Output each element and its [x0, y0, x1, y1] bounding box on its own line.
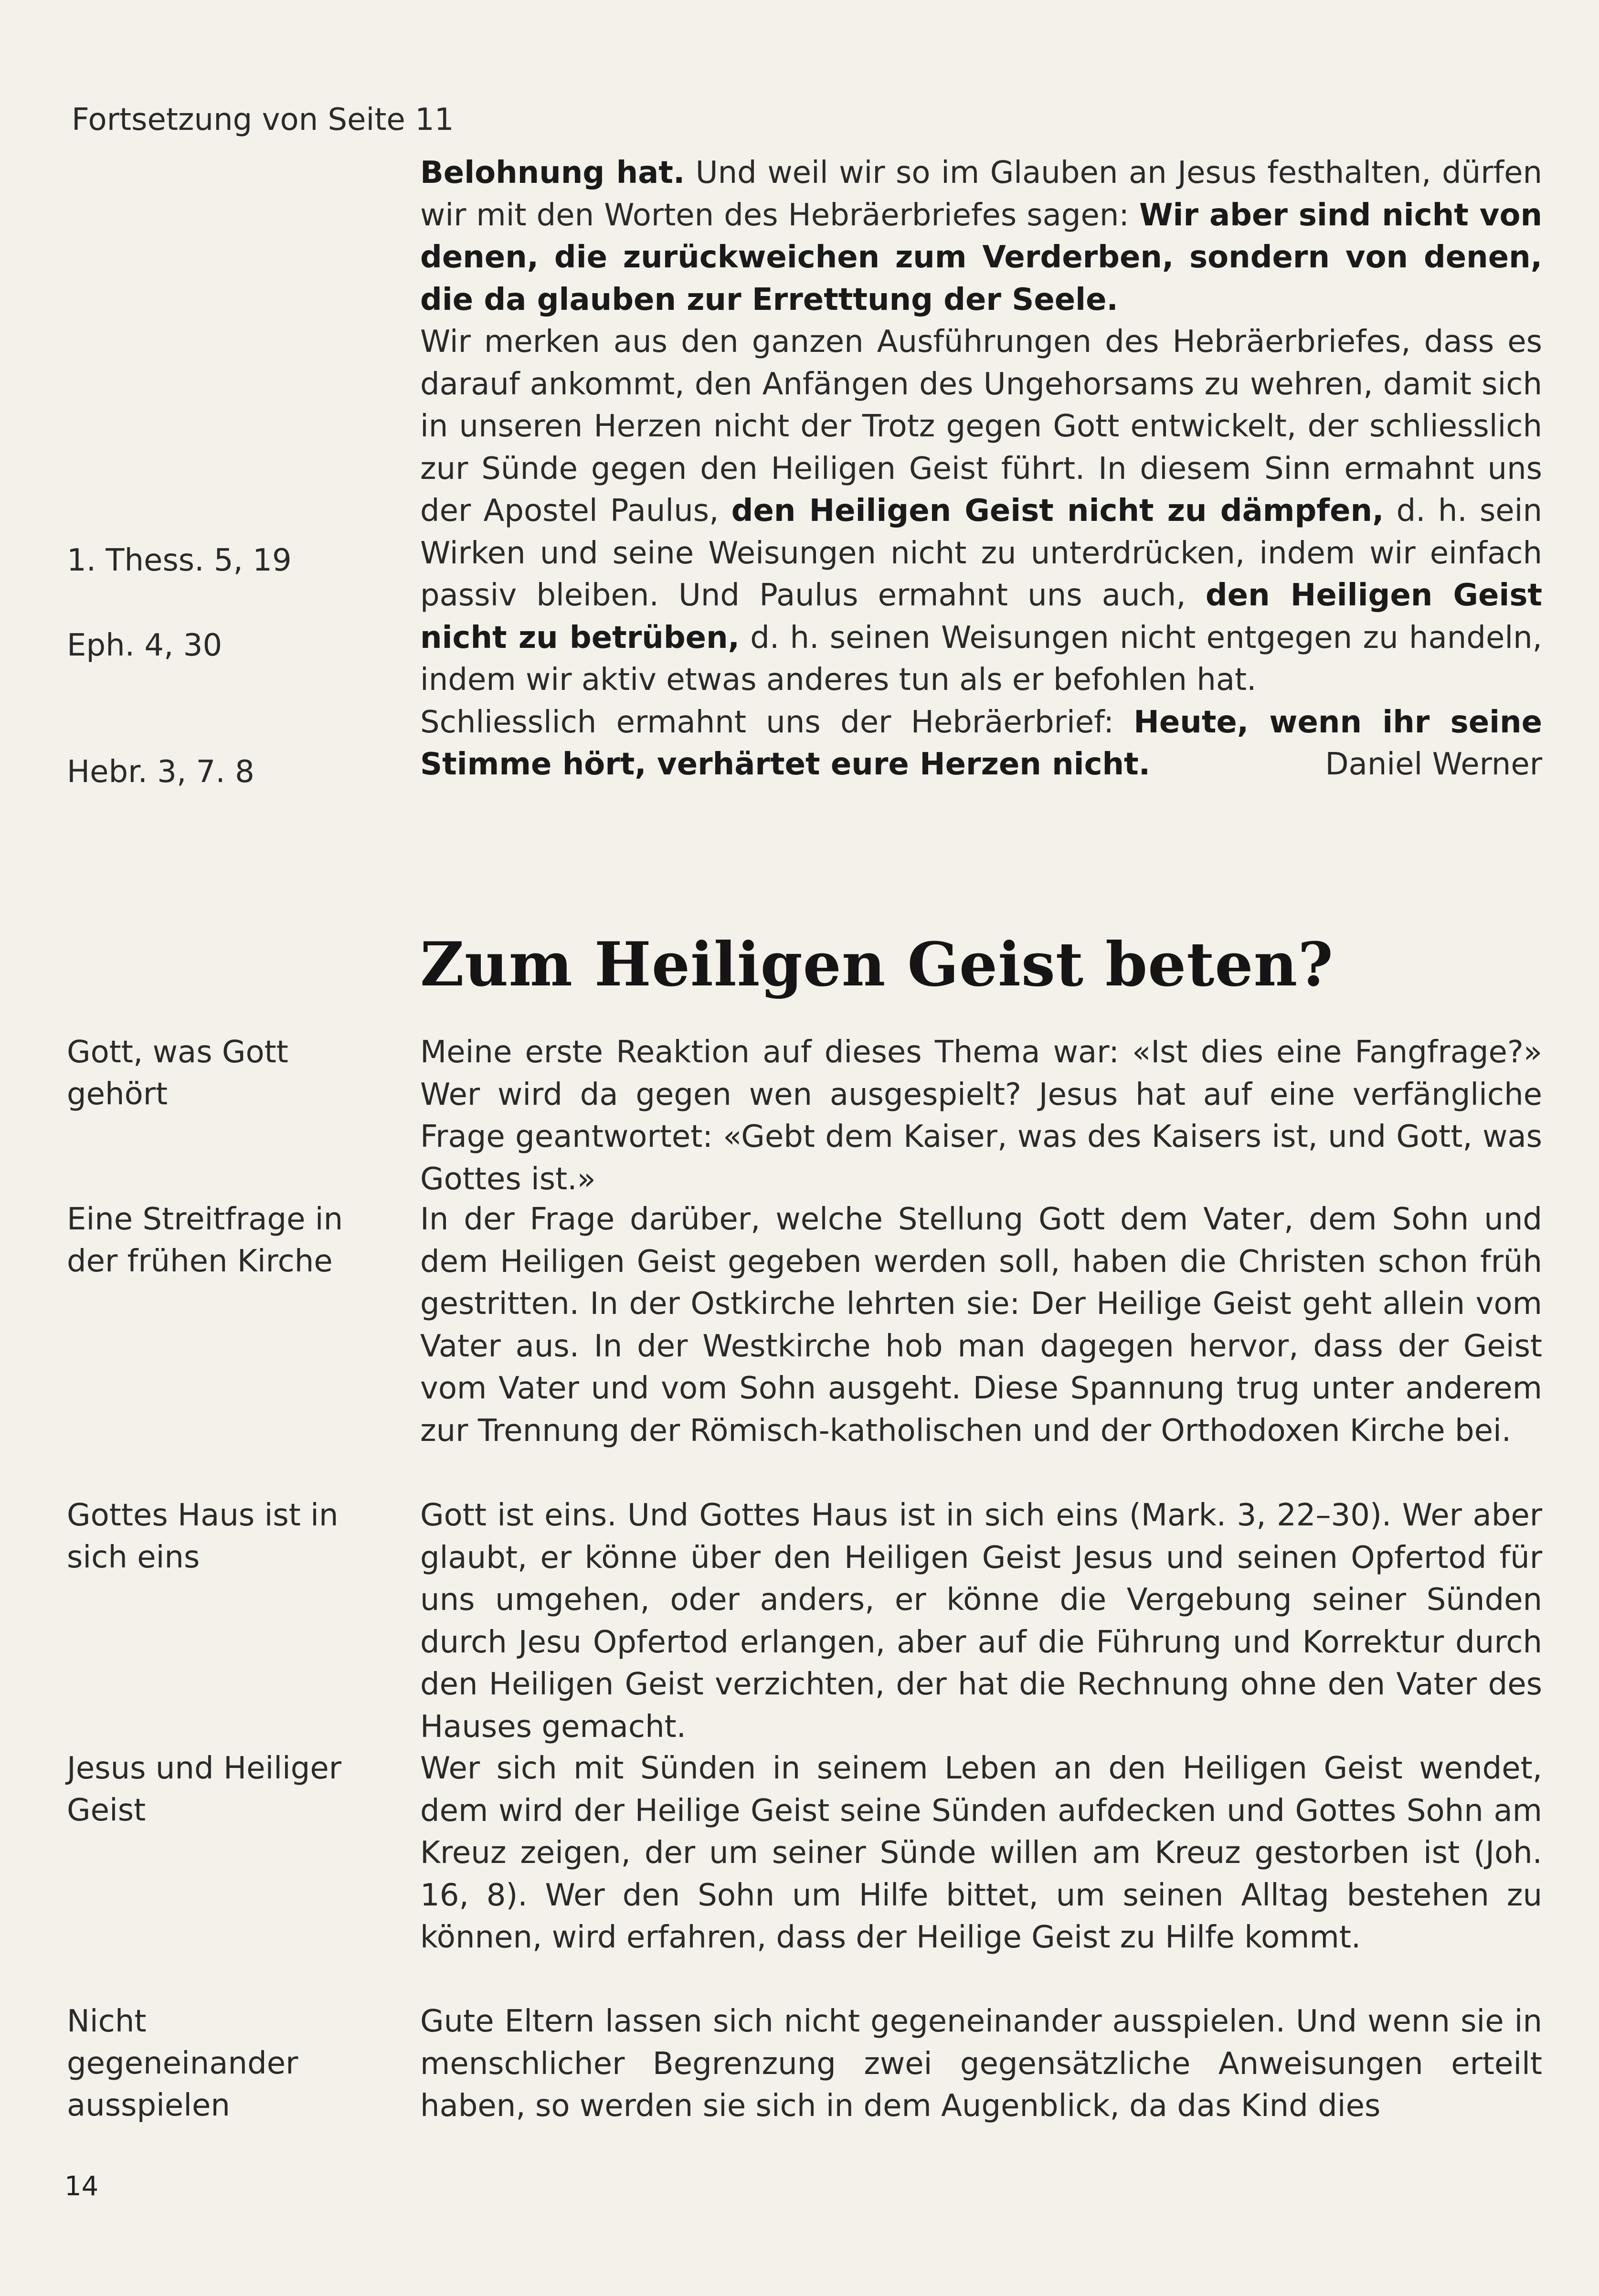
text-run: Schliesslich ermahnt uns der Hebräerbrief:: [420, 704, 1134, 740]
bold-phrase: den Heiligen Geist nicht zu dämpfen,: [731, 493, 1384, 529]
paragraph-1: [420, 152, 1542, 321]
margin-note-5: Nicht gegeneinander ausspielen: [67, 2004, 298, 2123]
margin-note-4: Jesus und Heiliger Geist: [67, 1751, 342, 1828]
article-paragraph-4: Wer sich mit Sünden in seinem Leben an den Heiligen Geist wendet, dem wird der Heilige Geist seine Sünden aufdecken und Gottes Sohn am Kreuz zeigen, der um seiner Sünde willen am Kreuz gestorben ist (Joh. 16, 8). Wer den Sohn um Hilfe bittet, um seinen Alltag bestehen zu können, wird erfahren, dass der Heilige Geist zu Hilfe kommt.: [420, 1751, 1542, 1955]
bold-quote: Heute, wenn ihr seine Stimme hört, verhärtet eure Herzen nicht.: [420, 704, 1543, 782]
bold-phrase: den Heiligen Geist nicht zu betrüben,: [420, 578, 1543, 656]
article-paragraph-3: Gott ist eins. Und Gottes Haus ist in sich eins (Mark. 3, 22–30). Wer aber glaubt, er könne über den Heiligen Geist Jesus und seinen Opfertod für uns umgehen, oder anders, er könne die Vergebung seiner Sünden durch Jesu Opfertod erlangen, aber auf die Führung und Korrektur durch den Heiligen Geist verzichten, der hat die Rechnung ohne den Vater des Hauses gemacht.: [420, 1498, 1542, 1745]
margin-reference-thess: 1. Thess. 5, 19: [67, 543, 292, 578]
margin-reference-hebr: Hebr. 3, 7. 8: [67, 754, 254, 790]
bold-phrase: Belohnung hat.: [420, 155, 685, 190]
continuation-header: Fortsetzung von Seite 11: [72, 102, 454, 138]
text-run: d. h. seinen Weisungen nicht entgegen zu handeln, indem wir aktiv etwas anderes tun als er befohlen hat.: [420, 620, 1542, 698]
bold-quote: Wir aber sind nicht von denen, die zurückweichen zum Verderben, sondern von denen, die da glauben zur Erretttung der Seele.: [420, 197, 1543, 317]
text-run: d. h. sein Wirken und seine Weisungen nicht zu unterdrücken, indem wir einfach passiv bleiben. Und Paulus ermahnt uns auch,: [420, 493, 1543, 613]
article-paragraph-5: Gute Eltern lassen sich nicht gegeneinander ausspielen. Und wenn sie in menschlicher Begrenzung zwei gegensätzliche Anweisungen erteilt haben, so werden sie sich in dem Augenblick, da das Kind dies: [420, 2004, 1542, 2124]
page-number: 14: [64, 2171, 99, 2202]
text-run: Und weil wir so im Glauben an Jesus festhalten, dürfen wir mit den Worten des Hebräerbriefes sagen:: [420, 155, 1543, 233]
margin-note-2: Eine Streitfrage in der frühen Kirche: [67, 1202, 343, 1279]
paragraph-3: [420, 701, 1542, 786]
author-signature: Daniel Werner: [1325, 747, 1542, 782]
text-run: Wir merken aus den ganzen Ausführungen des Hebräerbriefes, dass es darauf ankommt, den Anfängen des Ungehorsams zu wehren, damit sich in unseren Herzen nicht der Trotz gegen Gott entwickelt, der schliesslich zur Sünde gegen den Heiligen Geist führt. In diesem Sinn ermahnt uns der Apostel Paulus,: [420, 324, 1542, 529]
paragraph-2: [420, 321, 1542, 701]
margin-note-1: Gott, was Gott gehört: [67, 1035, 288, 1112]
margin-reference-eph: Eph. 4, 30: [67, 628, 222, 663]
article-paragraph-1: Meine erste Reaktion auf dieses Thema war: «Ist dies eine Fangfrage?» Wer wird da gegen wen ausgespielt? Jesus hat auf eine verfängliche Frage geantwortet: «Gebt dem Kaiser, was des Kaisers ist, und Gott, was Gottes ist.»: [420, 1035, 1542, 1197]
article-title: Zum Heiligen Geist beten?: [420, 929, 1334, 1000]
margin-note-3: Gottes Haus ist in sich eins: [67, 1498, 339, 1575]
continued-text: [420, 152, 1542, 786]
article-paragraph-2: In der Frage darüber, welche Stellung Gott dem Vater, dem Sohn und dem Heiligen Geist gegeben werden soll, haben die Christen schon früh gestritten. In der Ostkirche lehrten sie: Der Heilige Geist geht allein vom Vater aus. In der Westkirche hob man dagegen hervor, dass der Geist vom Vater und vom Sohn ausgeht. Diese Spannung trug unter anderem zur Trennung der Römisch-katholischen und der Orthodoxen Kirche bei.: [420, 1202, 1542, 1449]
